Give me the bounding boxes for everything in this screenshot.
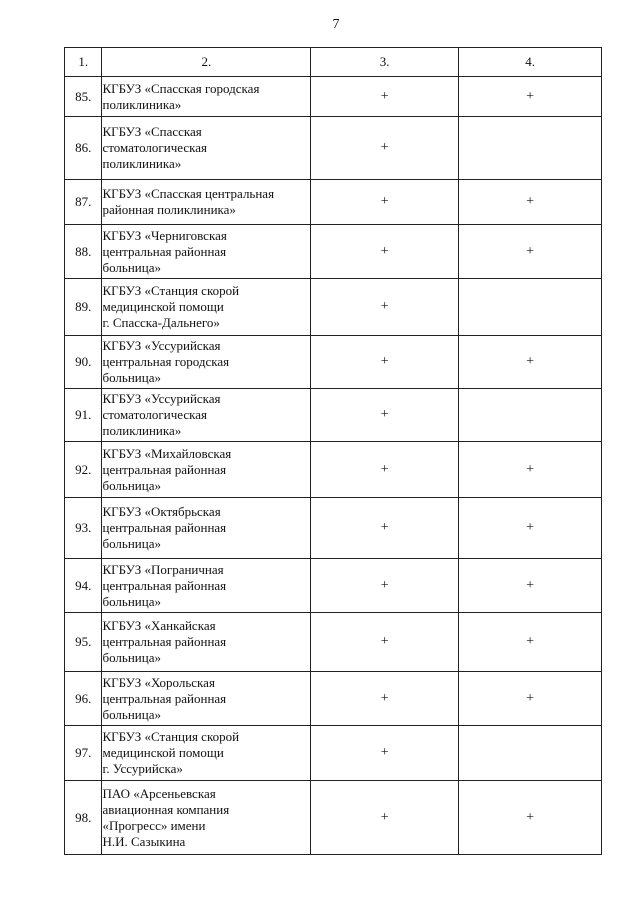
organization-name-line: стоматологическая bbox=[102, 407, 207, 422]
organization-name-line: КГБУЗ «Уссурийская bbox=[102, 338, 221, 353]
table-row bbox=[65, 559, 602, 613]
row-number: 98. bbox=[65, 781, 102, 855]
column-4-mark: + bbox=[459, 498, 602, 559]
organization-name-line: больница» bbox=[102, 593, 161, 609]
column-3-mark: + bbox=[311, 442, 459, 498]
column-4-mark bbox=[459, 117, 602, 180]
page-number: 7 bbox=[332, 17, 340, 32]
document-table bbox=[64, 47, 602, 855]
organization-name bbox=[102, 672, 311, 726]
column-3-mark: + bbox=[311, 672, 459, 726]
column-3-mark: + bbox=[311, 279, 459, 336]
row-number: 90. bbox=[65, 336, 102, 389]
header-col-3: 3. bbox=[311, 48, 459, 77]
organization-name-line: больница» bbox=[102, 477, 161, 493]
organization-name-line: КГБУЗ «Спасская центральная bbox=[102, 186, 275, 201]
table-row bbox=[65, 336, 602, 389]
table-row bbox=[65, 389, 602, 442]
header-col-1: 1. bbox=[65, 48, 102, 77]
column-4-mark: + bbox=[459, 225, 602, 279]
column-4-mark bbox=[459, 389, 602, 442]
table-row bbox=[65, 117, 602, 180]
organization-name-line: поликлиника» bbox=[102, 156, 182, 171]
organization-name-line: КГБУЗ «Черниговская bbox=[102, 227, 227, 243]
organization-name-line: КГБУЗ «Спасская bbox=[102, 124, 202, 139]
organization-name-line: больница» bbox=[102, 650, 161, 665]
column-4-mark: + bbox=[459, 77, 602, 117]
row-number: 97. bbox=[65, 726, 102, 781]
organization-name-line: поликлиника» bbox=[102, 423, 182, 438]
organization-name bbox=[102, 180, 311, 225]
column-3-mark: + bbox=[311, 389, 459, 442]
row-number: 94. bbox=[65, 559, 102, 613]
organization-name-line: больница» bbox=[102, 370, 161, 385]
organization-name bbox=[102, 117, 311, 180]
organization-name bbox=[102, 613, 311, 672]
organization-name-line: КГБУЗ «Станция скорой bbox=[102, 283, 240, 298]
row-number: 93. bbox=[65, 498, 102, 559]
organization-name-line: центральная городская bbox=[102, 354, 230, 369]
column-3-mark: + bbox=[311, 117, 459, 180]
table-row bbox=[65, 613, 602, 672]
organization-name-line: стоматологическая bbox=[102, 140, 207, 155]
column-4-mark: + bbox=[459, 559, 602, 613]
row-number: 85. bbox=[65, 77, 102, 117]
organization-name-line: «Прогресс» имени bbox=[102, 817, 206, 833]
organization-name-line: г. Уссурийска» bbox=[102, 761, 183, 776]
organization-name-line: больница» bbox=[102, 536, 161, 551]
organization-name-line: авиационная компания bbox=[102, 801, 230, 817]
table-row bbox=[65, 498, 602, 559]
column-3-mark: + bbox=[311, 559, 459, 613]
organization-name-line: центральная районная bbox=[102, 461, 227, 477]
row-number: 95. bbox=[65, 613, 102, 672]
organization-name-line: больница» bbox=[102, 259, 161, 275]
table-row bbox=[65, 726, 602, 781]
row-number: 89. bbox=[65, 279, 102, 336]
table-row bbox=[65, 225, 602, 279]
organization-name bbox=[102, 559, 311, 613]
organization-name bbox=[102, 442, 311, 498]
column-4-mark: + bbox=[459, 672, 602, 726]
row-number: 96. bbox=[65, 672, 102, 726]
column-3-mark: + bbox=[311, 726, 459, 781]
column-3-mark: + bbox=[311, 781, 459, 855]
organization-name-line: центральная районная bbox=[102, 690, 227, 706]
organization-name-line: ПАО «Арсеньевская bbox=[102, 785, 216, 801]
row-number: 88. bbox=[65, 225, 102, 279]
row-number: 92. bbox=[65, 442, 102, 498]
column-4-mark: + bbox=[459, 613, 602, 672]
organization-name-line: КГБУЗ «Михайловская bbox=[102, 445, 232, 461]
organization-name bbox=[102, 498, 311, 559]
column-3-mark: + bbox=[311, 77, 459, 117]
column-3-mark: + bbox=[311, 225, 459, 279]
organization-name-line: медицинской помощи bbox=[102, 745, 224, 760]
column-4-mark: + bbox=[459, 180, 602, 225]
organization-name-line: медицинской помощи bbox=[102, 299, 224, 314]
organization-name-line: КГБУЗ «Хорольская bbox=[102, 674, 215, 690]
table-row bbox=[65, 180, 602, 225]
column-4-mark: + bbox=[459, 781, 602, 855]
table-row bbox=[65, 672, 602, 726]
organization-name bbox=[102, 781, 311, 855]
organization-name bbox=[102, 336, 311, 389]
organization-name-line: КГБУЗ «Ханкайская bbox=[102, 618, 216, 633]
column-3-mark: + bbox=[311, 336, 459, 389]
organization-name-line: поликлиника» bbox=[102, 96, 182, 112]
column-4-mark bbox=[459, 726, 602, 781]
organization-name-line: КГБУЗ «Уссурийская bbox=[102, 391, 221, 406]
table-row bbox=[65, 279, 602, 336]
header-col-2: 2. bbox=[102, 48, 311, 77]
organization-name-line: центральная районная bbox=[102, 577, 227, 593]
organization-name bbox=[102, 225, 311, 279]
organization-name-line: центральная районная bbox=[102, 634, 227, 649]
organization-name-line: районная поликлиника» bbox=[102, 202, 236, 217]
row-number: 86. bbox=[65, 117, 102, 180]
organization-name-line: КГБУЗ «Спасская городская bbox=[102, 80, 260, 96]
header-col-4: 4. bbox=[459, 48, 602, 77]
table-row bbox=[65, 77, 602, 117]
column-4-mark bbox=[459, 279, 602, 336]
column-4-mark: + bbox=[459, 442, 602, 498]
organization-name-line: центральная районная bbox=[102, 520, 227, 535]
header-row bbox=[65, 48, 602, 77]
column-4-mark: + bbox=[459, 336, 602, 389]
organization-name-line: КГБУЗ «Станция скорой bbox=[102, 729, 240, 744]
table-row bbox=[65, 781, 602, 855]
organization-name-line: КГБУЗ «Октябрьская bbox=[102, 504, 221, 519]
organization-name bbox=[102, 726, 311, 781]
organization-name-line: центральная районная bbox=[102, 243, 227, 259]
column-3-mark: + bbox=[311, 180, 459, 225]
organization-name bbox=[102, 389, 311, 442]
organization-name-line: больница» bbox=[102, 706, 161, 722]
organization-name bbox=[102, 77, 311, 117]
column-3-mark: + bbox=[311, 613, 459, 672]
organization-name-line: г. Спасска-Дальнего» bbox=[102, 315, 220, 330]
organization-name-line: КГБУЗ «Пограничная bbox=[102, 561, 224, 577]
row-number: 87. bbox=[65, 180, 102, 225]
column-3-mark: + bbox=[311, 498, 459, 559]
table-row bbox=[65, 442, 602, 498]
organization-name bbox=[102, 279, 311, 336]
organization-name-line: Н.И. Сазыкина bbox=[102, 833, 186, 849]
row-number: 91. bbox=[65, 389, 102, 442]
